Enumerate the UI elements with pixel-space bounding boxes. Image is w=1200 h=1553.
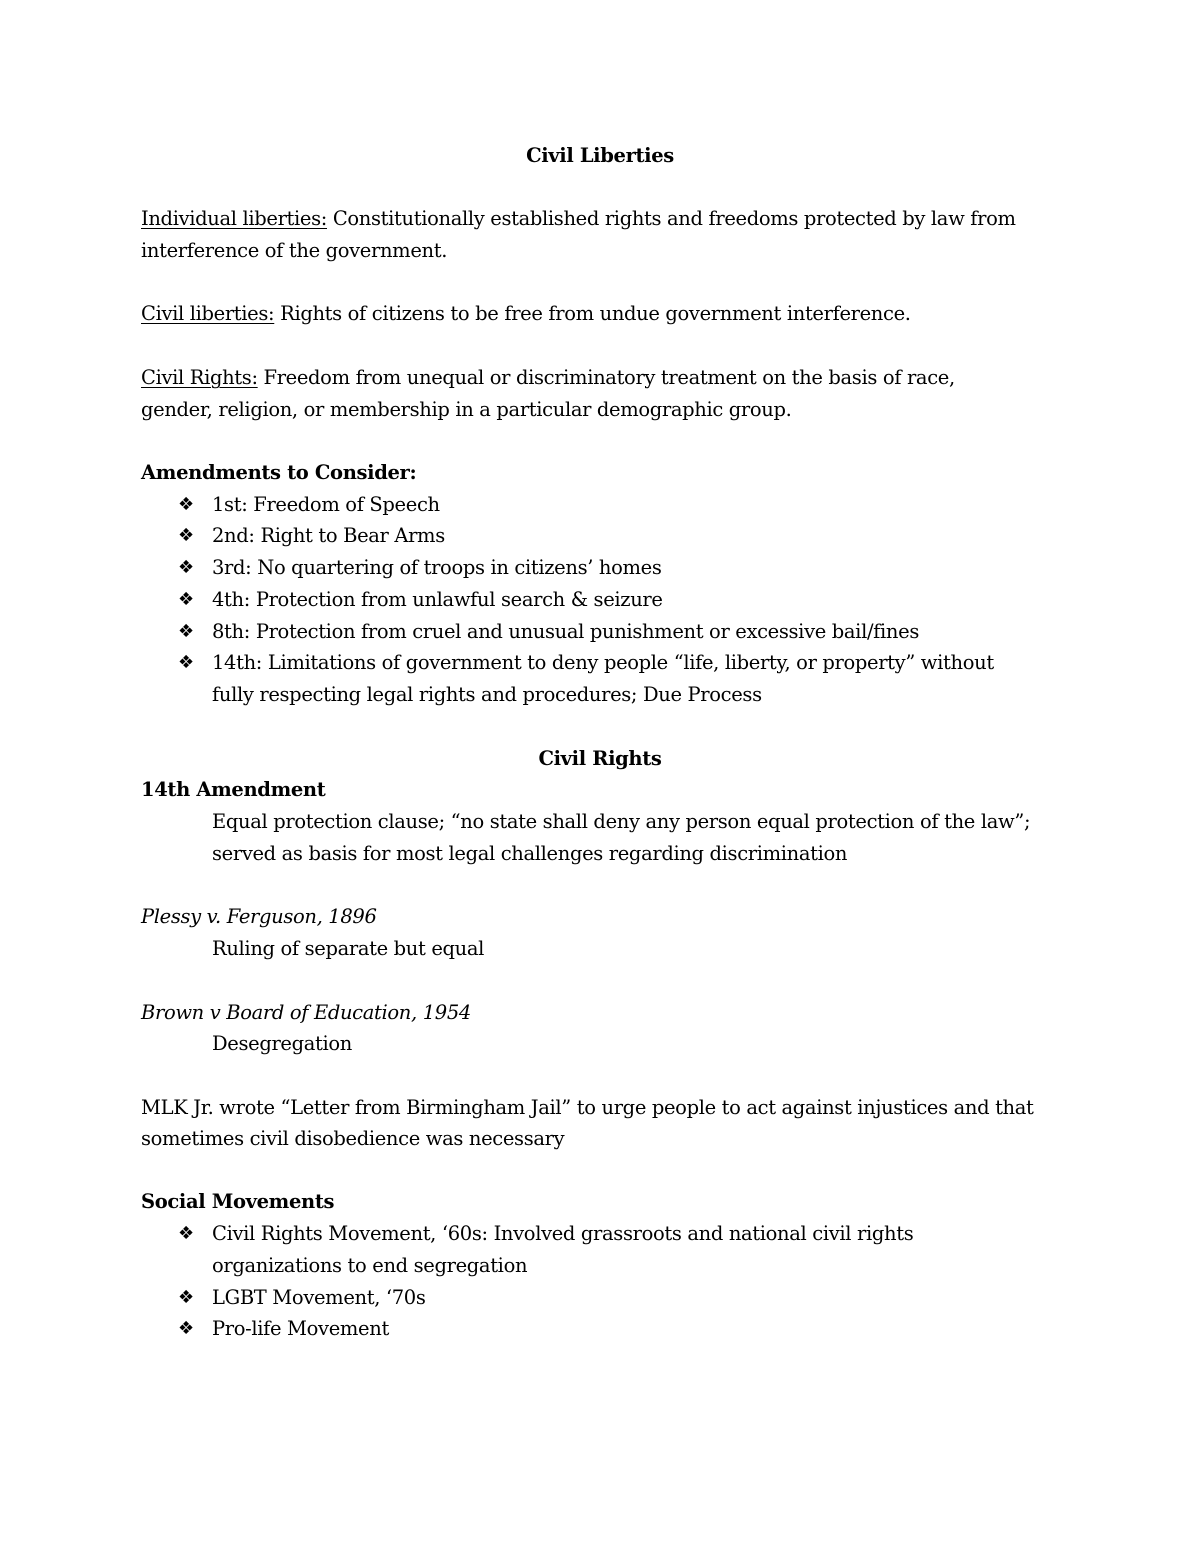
amendment-item: 2nd: Right to Bear Arms xyxy=(212,524,445,547)
movement-item-continued: organizations to end segregation xyxy=(212,1254,528,1277)
bullet-icon: ❖ xyxy=(178,1287,194,1308)
bullet-icon: ❖ xyxy=(178,1223,194,1244)
fourteenth-amendment-heading: 14th Amendment xyxy=(141,778,326,801)
amendment-item: 3rd: No quartering of troops in citizens’ homes xyxy=(212,556,662,579)
bullet-icon: ❖ xyxy=(178,525,194,546)
definition-text: Rights of citizens to be free from undue government interference. xyxy=(274,302,911,325)
amendment-item: 1st: Freedom of Speech xyxy=(212,493,440,516)
case-name-plessy: Plessy v. Ferguson, 1896 xyxy=(141,905,377,928)
case-ruling-brown: Desegregation xyxy=(212,1032,352,1055)
bullet-icon: ❖ xyxy=(178,1318,194,1339)
definition-civil-liberties xyxy=(141,302,911,326)
social-movements-heading: Social Movements xyxy=(141,1190,335,1213)
definition-term: Individual liberties: xyxy=(141,207,327,230)
bullet-icon: ❖ xyxy=(178,494,194,515)
definition-text: Freedom from unequal or discriminatory treatment on the basis of race, xyxy=(257,366,955,389)
definition-civil-rights xyxy=(141,366,955,390)
amendment-item-continued: fully respecting legal rights and procedures; Due Process xyxy=(212,683,762,706)
civil-rights-heading: Civil Rights xyxy=(538,747,662,770)
amendment-item: 14th: Limitations of government to deny people “life, liberty, or property” without xyxy=(212,651,994,674)
amendment-item: 4th: Protection from unlawful search & seizure xyxy=(212,588,663,611)
mlk-paragraph-continued: sometimes civil disobedience was necessary xyxy=(141,1127,565,1150)
definition-term: Civil liberties: xyxy=(141,302,275,325)
fourteenth-amendment-text: Equal protection clause; “no state shall deny any person equal protection of the law”; xyxy=(212,810,1031,833)
fourteenth-amendment-text-continued: served as basis for most legal challenges regarding discrimination xyxy=(212,842,848,865)
definition-text: Constitutionally established rights and freedoms protected by law from xyxy=(327,207,1016,230)
amendment-item: 8th: Protection from cruel and unusual punishment or excessive bail/fines xyxy=(212,620,919,643)
bullet-icon: ❖ xyxy=(178,557,194,578)
case-name-brown: Brown v Board of Education, 1954 xyxy=(141,1001,471,1024)
bullet-icon: ❖ xyxy=(178,621,194,642)
definition-text-continued: interference of the government. xyxy=(141,239,448,262)
movement-item: LGBT Movement, ‘70s xyxy=(212,1286,426,1309)
definition-text-continued: gender, religion, or membership in a particular demographic group. xyxy=(141,398,792,421)
bullet-icon: ❖ xyxy=(178,589,194,610)
page-title: Civil Liberties xyxy=(526,144,674,167)
movement-item: Pro-life Movement xyxy=(212,1317,389,1340)
movement-item: Civil Rights Movement, ‘60s: Involved grassroots and national civil rights xyxy=(212,1222,914,1245)
amendments-heading: Amendments to Consider: xyxy=(141,461,417,484)
mlk-paragraph: MLK Jr. wrote “Letter from Birmingham Jail” to urge people to act against injustices and that xyxy=(141,1096,1034,1119)
definition-individual-liberties xyxy=(141,207,1016,231)
case-ruling-plessy: Ruling of separate but equal xyxy=(212,937,485,960)
definition-term: Civil Rights: xyxy=(141,366,258,389)
bullet-icon: ❖ xyxy=(178,652,194,673)
